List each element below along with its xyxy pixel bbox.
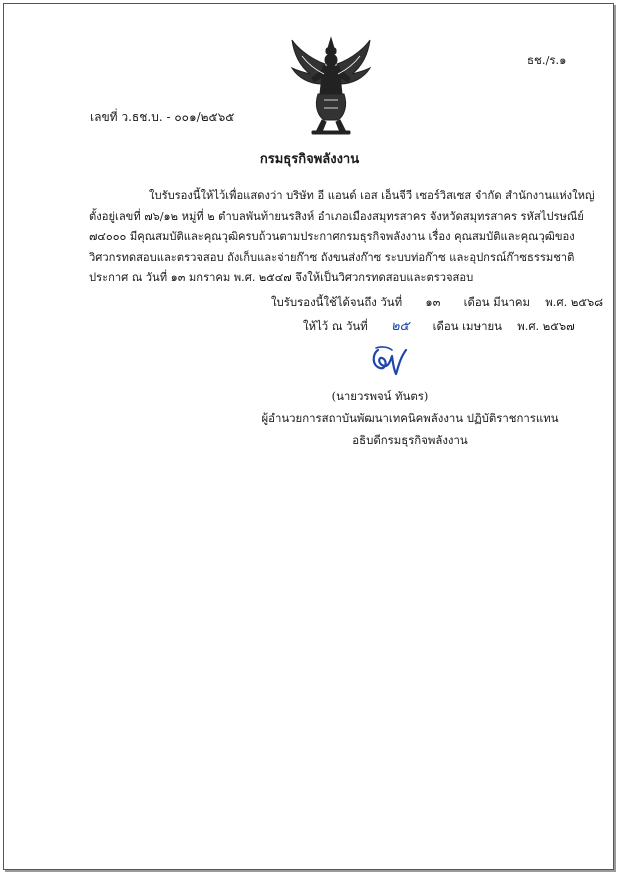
validity-month: เดือน มีนาคม [463,295,530,309]
issued-month: เดือน เมษายน [432,319,502,333]
validity-day: ๑๓ [425,295,441,309]
body-line: วิศวกรทดสอบและตรวจสอบ ถังเก็บและจ่ายก๊าซ ถังขนส่งก๊าซ ระบบท่อก๊าซ และอุปกรณ์ก๊าซธรรมชาติ [89,250,575,264]
signatory-title-line1: ผู้อำนวยการสถาบันพัฒนาเทคนิคพลังงาน ปฏิบัติราชการแทน [261,411,559,425]
issued-label: ให้ไว้ ณ วันที่ [303,319,368,333]
certificate-body [89,186,595,289]
body-line: ใบรับรองนี้ให้ไว้เพื่อแสดงว่า บริษัท อี แอนด์ เอส เอ็นจีวี เซอร์วิสเซส จำกัด สำนักงานแห่งใหญ่ [149,189,595,202]
signatory-title-line2: อธิบดีกรมธุรกิจพลังงาน [352,433,468,447]
signatory-name: (นายวรพจน์ ทันตร) [331,389,429,403]
validity-label: ใบรับรองนี้ใช้ได้จนถึง วันที่ [271,295,403,309]
body-line: ตั้งอยู่เลขที่ ๗๖/๑๒ หมู่ที่ ๒ ตำบลพันท้ายนรสิงห์ อำเภอเมืองสมุทรสาคร จังหวัดสมุทรสาคร รหัสไปรษณีย์ [89,209,584,223]
body-line: ๗๔๐๐๐ มีคุณสมบัติและคุณวุฒิครบถ้วนตามประกาศกรมธุรกิจพลังงาน เรื่อง คุณสมบัติและคุณวุฒิของ [89,230,575,243]
signature [368,344,410,378]
form-code: ธช./ร.๑ [527,53,567,67]
issued-line [303,315,575,336]
document-number: เลขที่ ว.ธช.บ. - ๐๐๑/๒๕๖๕ [90,110,235,124]
garuda-emblem [288,36,374,136]
validity-year: พ.ศ. ๒๕๖๘ [545,295,603,309]
department-title: กรมธุรกิจพลังงาน [259,152,360,167]
body-line: ประกาศ ณ วันที่ ๑๓ มกราคม พ.ศ. ๒๕๔๗ จึงให้เป็นวิศวกรทดสอบและตรวจสอบ [89,271,474,284]
issued-day: ๒๕ [390,319,410,334]
issued-year: พ.ศ. ๒๕๖๗ [517,319,575,333]
validity-line [271,294,603,312]
